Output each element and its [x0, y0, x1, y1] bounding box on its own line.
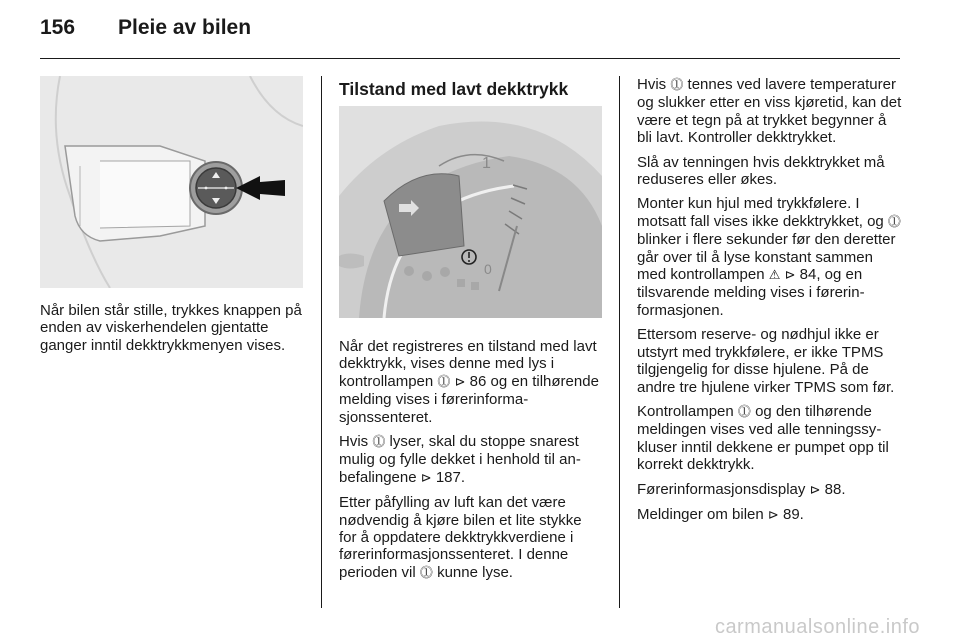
- column-1: [40, 302, 304, 361]
- tpms-warning-icon: ⓵: [372, 435, 386, 451]
- gauge-tick-label: 1: [482, 155, 491, 172]
- column-2: [339, 338, 603, 589]
- column-divider: [321, 76, 322, 608]
- chapter-title: Pleie av bilen: [118, 16, 252, 39]
- page-reference-icon: ⊳: [784, 268, 796, 284]
- wiper-stalk-illustration: [40, 76, 303, 288]
- paragraph: Ettersom reserve- og nødhjul ikke er utstyrt med trykkfølere, er ikke TPMS tilgjengelig for disse hjulene. På de andre tre hjulene virker TPMS som før.: [637, 326, 895, 396]
- column-divider: [619, 76, 620, 608]
- cross-reference: Meldinger om bilen ⊳ 89.: [637, 505, 804, 523]
- watermark: carmanualsonline.info: [714, 616, 920, 638]
- paragraph: Kontrollampen ⓵ og den tilhørende meldingen vises ved alle tenningssykluser inntil dekkene er pumpet opp til korrekt dekktrykk.: [637, 402, 889, 474]
- page-number: 156: [40, 16, 76, 39]
- warning-icon: ⚠: [768, 268, 781, 284]
- tpms-warning-icon: ⓵: [737, 404, 751, 420]
- page-reference-icon: ⊳: [420, 470, 432, 486]
- instrument-cluster-illustration: [339, 106, 602, 318]
- paragraph: Slå av tenningen hvis dekktrykket må reduseres eller økes.: [637, 153, 885, 189]
- tpms-warning-icon: ⓵: [419, 565, 433, 581]
- paragraph: Monter kun hjul med trykkfølere. I motsatt fall vises ikke dekktrykket, og ⓵ blinker i flere sekunder før den deretter går over til å lyse konstant sammen med kontrollampen ⚠ ⊳ 84, og en tilsvarende melding vises i førerinformasjonen.: [637, 195, 901, 319]
- section-heading: Tilstand med lavt dekktrykk: [339, 79, 569, 99]
- column-3: [637, 76, 902, 531]
- paragraph: Etter påfylling av luft kan det være nødvendig å kjøre bilen et lite stykke for å oppdatere dekktrykkverdiene i førerinformasjonssenteret. I denne perioden vil ⓵ kunne lyse.: [339, 494, 582, 581]
- tpms-warning-icon: ⓵: [887, 214, 901, 230]
- page-reference-icon: ⊳: [767, 507, 779, 523]
- paragraph: Når det registreres en tilstand med lavt dekktrykk, vises denne med lys i kontrollampen ⓵ ⊳ 86 og en tilhørende melding vises i førerinformasjonssenteret.: [339, 338, 599, 426]
- paragraph: Hvis ⓵ tennes ved lavere temperaturer og slukker etter en viss kjøretid, kan det være et tegn på at trykket begynner å bli lavt. Kontroller dekktrykket.: [637, 76, 902, 147]
- page-reference-icon: ⊳: [454, 374, 466, 390]
- page-header: [40, 16, 251, 52]
- tpms-warning-icon: ⓵: [437, 374, 451, 390]
- header-rule: [40, 58, 900, 59]
- page-reference-icon: ⊳: [809, 482, 821, 498]
- tpms-warning-icon: ⓵: [670, 78, 684, 93]
- cross-reference: Førerinformasjonsdisplay ⊳ 88.: [637, 480, 846, 498]
- paragraph: Hvis ⓵ lyser, skal du stoppe snarest mulig og fylle dekket i henhold til anbefalingene ⊳ 187.: [339, 433, 581, 486]
- figure-caption: Når bilen står stille, trykkes knappen på enden av viskerhendelen gjentatte ganger inntil dekktrykkmenyen vises.: [40, 302, 302, 354]
- gauge-zero-label: 0: [484, 261, 492, 277]
